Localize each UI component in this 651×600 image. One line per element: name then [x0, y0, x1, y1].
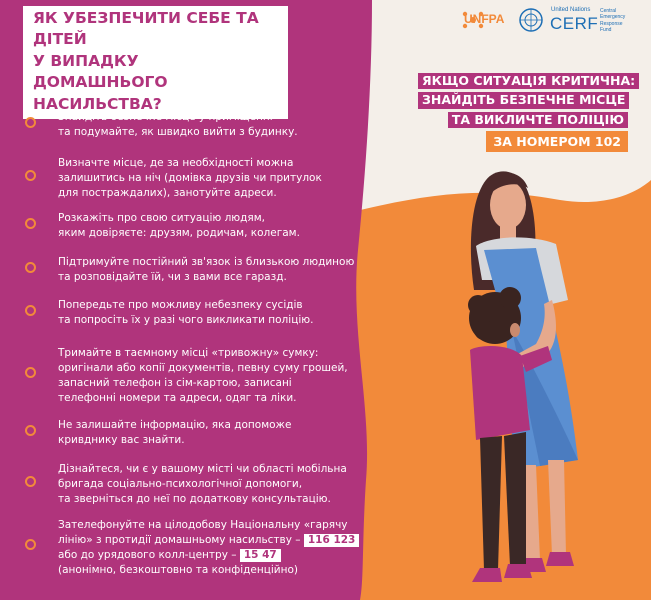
police-number-badge: ЗА НОМЕРОМ 102 — [486, 131, 628, 152]
bullet-circle-icon — [25, 262, 36, 273]
bullet-circle-icon — [25, 170, 36, 181]
title-line: НАСИЛЬСТВА? — [33, 94, 162, 113]
bullet-circle-icon — [25, 305, 36, 316]
tip-line: запасний телефон із сім-картою, записані — [58, 376, 292, 389]
critical-line: ЗНАЙДІТЬ БЕЗПЕЧНЕ МІСЦЕ — [418, 92, 629, 108]
tip-line: Розкажіть про свою ситуацію людям, — [58, 212, 265, 224]
title-line: ЯК УБЕЗПЕЧИТИ СЕБЕ ТА ДІТЕЙ — [33, 9, 259, 49]
hotline-line — [58, 533, 358, 548]
cerf-subtitle-line: Response — [600, 20, 623, 27]
tip-line: Визначте місце, де за необхідності можна — [58, 157, 294, 169]
cerf-subtitle-line: Fund — [600, 26, 612, 33]
tip-line: Не залишайте інформацію, яка допоможе — [58, 419, 292, 431]
callcenter-number-badge: 15 47 — [240, 549, 281, 562]
tip-line: Знайдіть безпечне місце у приміщенні — [58, 111, 273, 123]
tip-line: та зверніться до неї по додаткову консультацію. — [58, 492, 331, 505]
tip-line: кривднику вас знайти. — [58, 433, 185, 446]
un-emblem-icon — [518, 7, 544, 33]
unfpa-logo-text: UNFPA — [464, 12, 505, 26]
bullet-circle-icon — [25, 218, 36, 229]
cerf-subtitle-line: Central — [600, 8, 617, 14]
tip-line: для постраждалих), занотуйте адреси. — [58, 186, 277, 199]
cerf-subtitle — [600, 8, 645, 33]
cerf-logo-text: CERF — [550, 14, 599, 33]
tip-line: бригада соціально-психологічної допомоги, — [58, 477, 303, 490]
tip-line: яким довіряєте: друзям, родичам, колегам. — [58, 226, 300, 239]
tip-line: Дізнайтеся, чи є у вашому місті чи області мобільна — [58, 463, 347, 475]
tip-line: та попросіть їх у разі чого викликати поліцію. — [58, 313, 314, 326]
critical-line: ТА ВИКЛИЧТЕ ПОЛІЦІЮ — [448, 112, 628, 128]
hotline-line: (анонімно, безкоштовно та конфіденційно) — [58, 563, 299, 576]
tip-line: та подумайте, як швидко вийти з будинку. — [58, 125, 298, 138]
hotline-line: Зателефонуйте на цілодобову Національну «гарячу — [58, 519, 348, 531]
tip-line: Тримайте в таємному місці «тривожну» сумку: — [58, 347, 319, 359]
title-line: У ВИПАДКУ ДОМАШНЬОГО — [33, 51, 168, 92]
hotline-line — [58, 548, 358, 563]
bullet-circle-icon — [25, 425, 36, 436]
hotline-number-badge: 116 123 — [304, 534, 360, 547]
page-title — [23, 6, 288, 119]
bullet-circle-icon — [25, 367, 36, 378]
tip-line: залишитись на ніч (домівка друзів чи притулок — [58, 171, 322, 184]
un-label: United Nations — [551, 7, 591, 13]
bullet-circle-icon — [25, 117, 36, 128]
cerf-subtitle-line: Emergency — [600, 14, 626, 21]
hotline-text: або до урядового колл-центру – — [58, 548, 237, 561]
critical-callout — [418, 70, 636, 152]
tip-line: оригінали або копії документів, певну суму грошей, — [58, 361, 348, 374]
tip-line: Попередьте про можливу небезпеку сусідів — [58, 299, 303, 311]
tip-line: телефонні номери та адреси, одяг та ліки. — [58, 391, 297, 404]
critical-line: ЯКЩО СИТУАЦІЯ КРИТИЧНА: — [418, 73, 639, 89]
tip-line: Підтримуйте постійний зв'язок із близькою людиною — [58, 256, 355, 268]
tip-line: та розповідайте їй, чи з вами все гаразд. — [58, 270, 287, 283]
bullet-circle-icon — [25, 476, 36, 487]
hotline-text: лінію» з протидії домашньому насильству – — [58, 533, 301, 546]
bullet-circle-icon — [25, 539, 36, 550]
